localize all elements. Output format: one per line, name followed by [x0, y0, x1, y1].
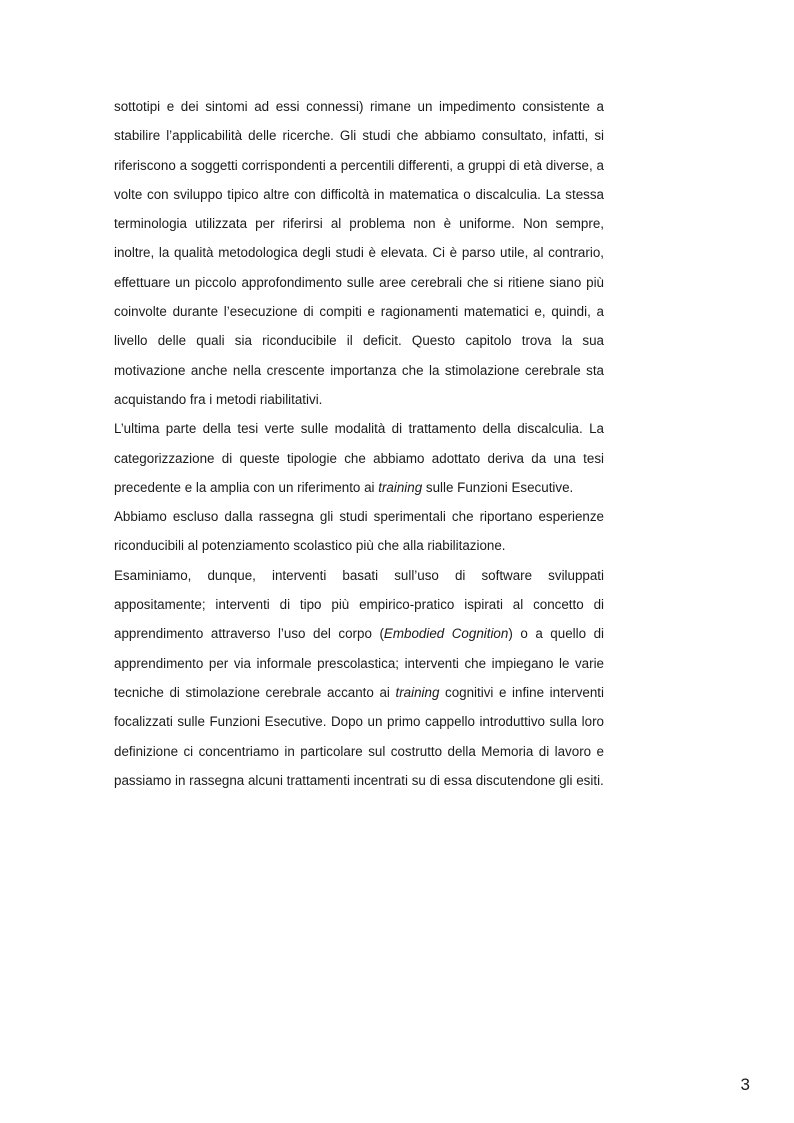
paragraph-text: Esaminiamo, dunque, interventi basati sull’uso di software sviluppati appositamente; interventi di tipo più empirico-pratico ispirati al concetto di apprendimento attraverso l’uso del corpo (	[114, 567, 604, 642]
page-number: 3	[740, 1075, 750, 1094]
paragraph-text: ) o a quello di apprendimento per via informale prescolastica; interventi che impiegano le varie tecniche di stimolazione cerebrale accanto ai	[114, 626, 604, 700]
paragraph-text: sottotipi e dei sintomi ad essi connessi) rimane un impedimento consistente a stabilire l’applicabilità delle ricerche. Gli studi che abbiamo consultato, infatti, si riferiscono a soggetti corrispondenti a percentili differenti, a gruppi di età diverse, a volte con sviluppo tipico altre con difficoltà in matematica o discalculia. La stessa terminologia utilizzata per riferirsi al problema non è uniforme. Non sempre, inoltre, la qualità metodologica degli studi è elevata. Ci è parso utile, al contrario, effettuare un piccolo approfondimento sulle aree cerebrali che si ritiene siano più coinvolte durante l’esecuzione di compiti e ragionamenti matematici e, quindi, a livello delle quali sia riconducibile il deficit. Questo capitolo trova la sua motivazione anche nella crescente importanza che la stimolazione cerebrale sta acquistando fra i metodi riabilitativi.	[114, 99, 604, 407]
paragraph-text: Abbiamo escluso dalla rassegna gli studi sperimentali che riportano esperienze riconducibili al potenziamento scolastico più che alla riabilitazione.	[114, 509, 604, 554]
italic-term: training	[395, 684, 440, 700]
paragraph-4	[114, 561, 604, 795]
paragraph-3	[114, 502, 604, 561]
paragraph-1	[114, 92, 604, 414]
paragraph-2	[114, 414, 604, 502]
body-text	[114, 92, 604, 795]
paragraph-text: cognitivi e infine interventi focalizzati sulle Funzioni Esecutive. Dopo un primo cappello introduttivo sulla loro definizione ci concentriamo in particolare sul costrutto della Memoria di lavoro e passiamo in rassegna alcuni trattamenti incentrati su di essa discutendone gli esiti.	[114, 684, 604, 788]
italic-term: Embodied Cognition	[383, 626, 509, 642]
paragraph-text: sulle Funzioni Esecutive.	[422, 479, 574, 495]
paragraph-text: L’ultima parte della tesi verte sulle modalità di trattamento della discalculia. La categorizzazione di queste tipologie che abbiamo adottato deriva da una tesi precedente e la amplia con un riferimento ai	[114, 421, 604, 495]
italic-term: training	[378, 479, 423, 495]
